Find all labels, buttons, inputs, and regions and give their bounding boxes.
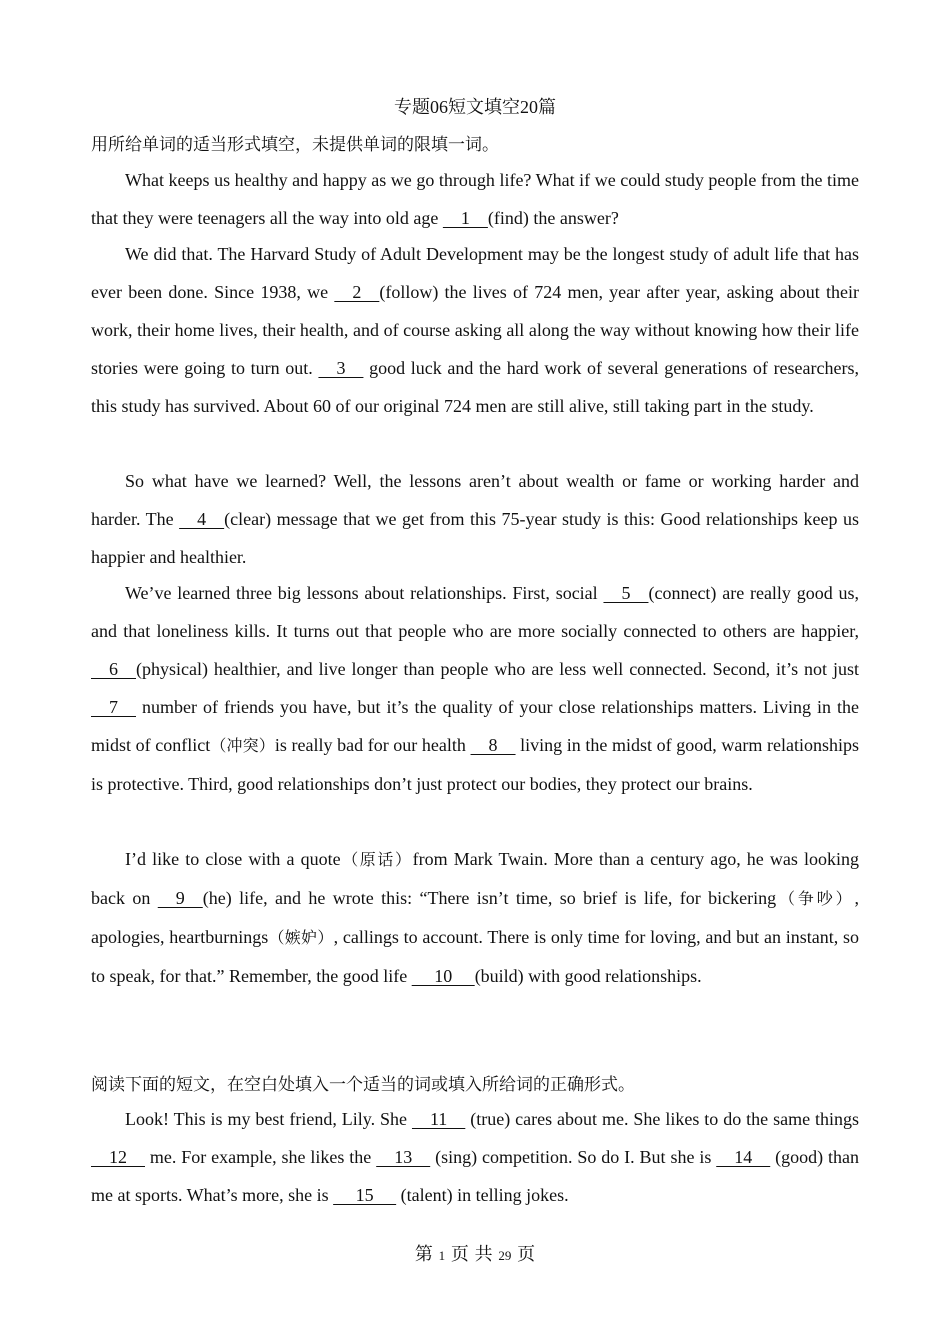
blank-15: 15 <box>333 1185 397 1205</box>
blank-10: 10 <box>411 966 475 986</box>
blank-2: 2 <box>334 282 380 302</box>
blank-13: 13 <box>376 1147 431 1167</box>
blank-3: 3 <box>318 358 364 378</box>
gloss-conflict: （冲突） <box>210 736 275 755</box>
gloss-bickering: （争吵） <box>776 889 855 908</box>
blank-14: 14 <box>716 1147 771 1167</box>
blank-5: 5 <box>603 583 649 603</box>
blank-12: 12 <box>91 1147 145 1167</box>
page-footer: 第 1 页 共 29 页 <box>414 1244 536 1265</box>
blank-8: 8 <box>470 735 516 755</box>
section1-paragraph-2: We did that. The Harvard Study of Adult Development may be the longest study of adult life that has ever been done. Since 1938, we 2 (follow) the lives of 724 men, year after year, asking about their work, their home lives, their health, and of course asking all along the way without knowing how their life stories were going to turn out. 3 good luck and the hard work of several generations of researchers, this study has survived. About 60 of our original 724 men are still alive, still taking part in the study. <box>91 244 860 416</box>
blank-4: 4 <box>179 509 225 529</box>
blank-7: 7 <box>91 697 136 717</box>
section1-paragraph-4: We’ve learned three big lessons about relationships. First, social 5 (connect) are really good us, and that loneliness kills. It turns out that people who are more socially connected to others are happier, 6 (physical) healthier, and live longer than people who are less well connected. Second, it’s not just 7 number of friends you have, but it’s the quality of your close relationships matters. Living in the midst of conflict（冲突）is really bad for our health 8 living in the midst of good, warm relationships is protective. Third, good relationships don’t just protect our bodies, they protect our brains. <box>91 574 859 803</box>
gloss-heartburnings: （嫉妒） <box>268 928 334 947</box>
section1-paragraph-5: I’d like to close with a quote（原话）from Mark Twain. More than a century ago, he was looking back on 9 (he) life, and he wrote this: “There isn’t time, so brief is life, for bickering（争吵）, apologies, heartburnings（嫉妒）, callings to account. There is only time for loving, and but an instant, so to speak, for that.” Remember, the good life 10 (build) with good relationships. <box>91 840 859 995</box>
page-title: 专题06短文填空20篇 <box>394 97 556 117</box>
blank-11: 11 <box>411 1109 466 1129</box>
section1-instruction: 用所给单词的适当形式填空，未提供单词的限填一词。 <box>91 135 499 155</box>
blank-9: 9 <box>157 888 203 908</box>
section1-paragraph-3: So what have we learned? Well, the lessons aren’t about wealth or fame or working harder and harder. The 4 (clear) message that we get from this 75-year study is this: Good relationships keep us happier and healthier. <box>91 471 859 567</box>
section2-paragraph-1: Look! This is my best friend, Lily. She 11 (true) cares about me. She likes to do the same things 12 me. For example, she likes the 13 (sing) competition. So do I. But she is 14 (good) than me at sports. What’s more, she is 15 (talent) in telling jokes. <box>91 1100 859 1214</box>
blank-6: 6 <box>91 659 136 679</box>
total-pages-number: 29 <box>498 1248 512 1263</box>
blank-1: 1 <box>442 208 488 228</box>
section1-paragraph-1: What keeps us healthy and happy as we go through life? What if we could study people from the time that they were teenagers all the way into old age 1 (find) the answer? <box>91 161 859 237</box>
gloss-quote: （原话） <box>340 850 413 869</box>
section2-instruction: 阅读下面的短文，在空白处填入一个适当的词或填入所给词的正确形式。 <box>91 1075 635 1095</box>
current-page-number: 1 <box>438 1248 446 1263</box>
